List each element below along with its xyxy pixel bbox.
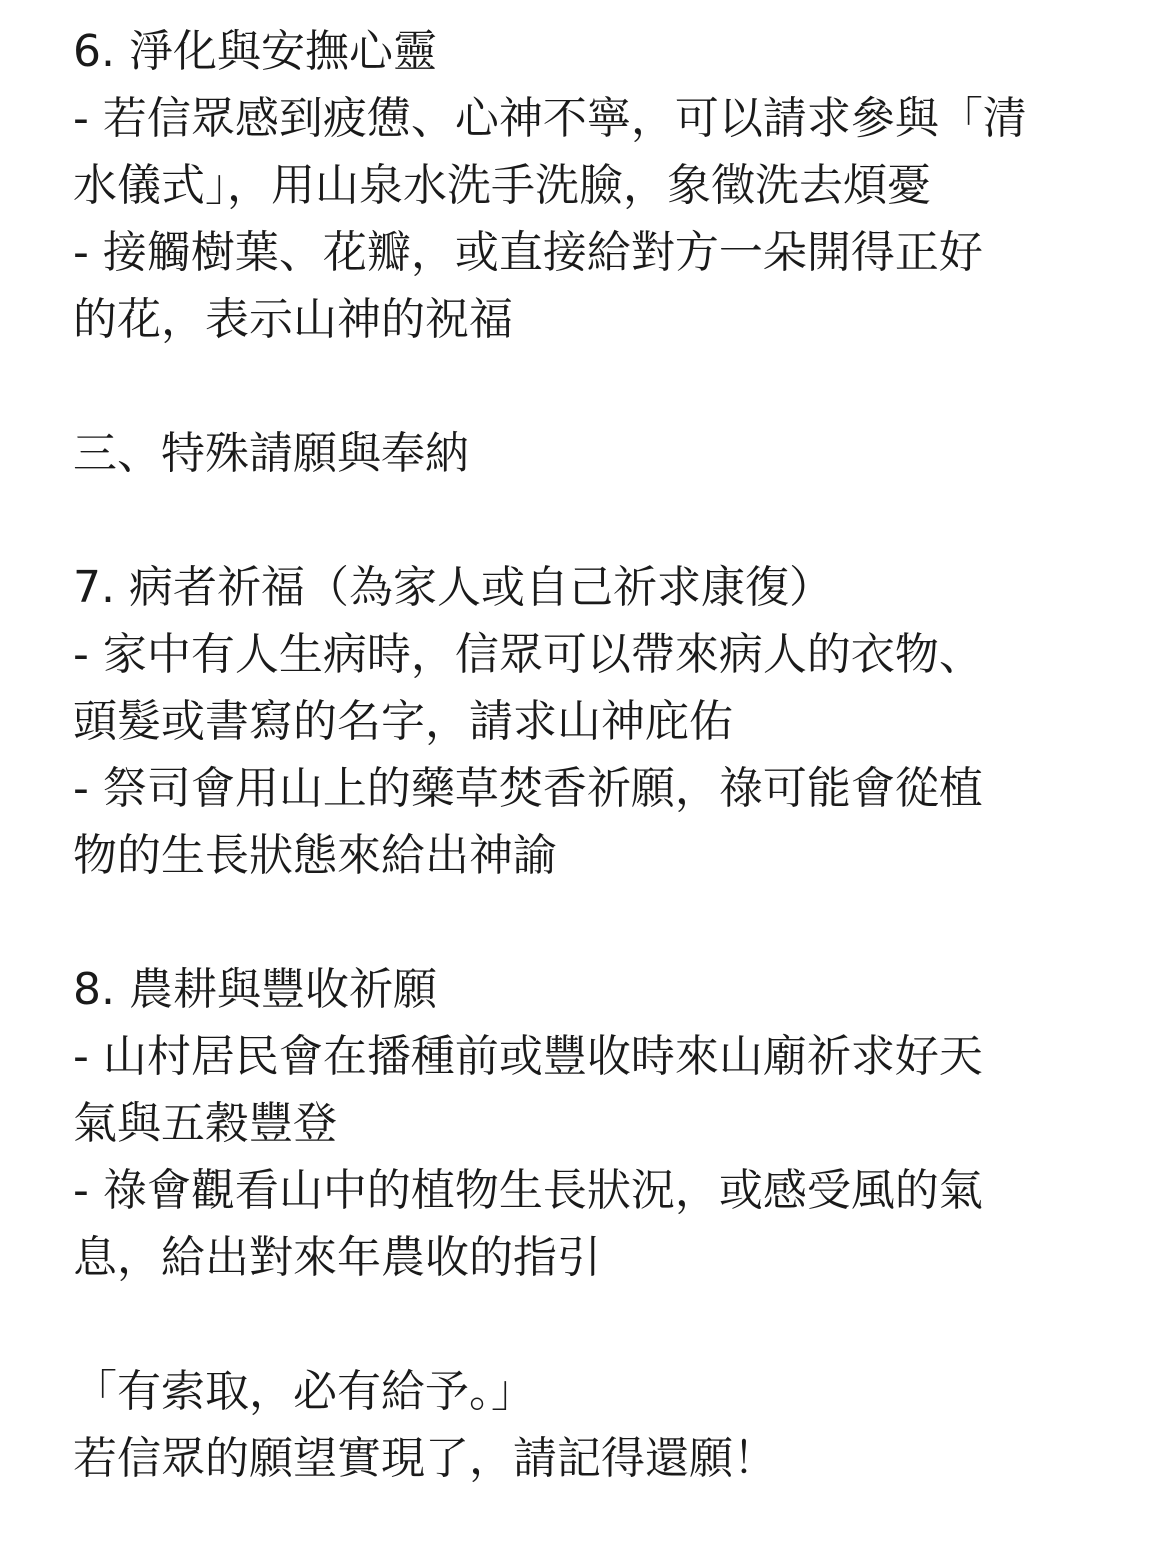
quote-line: 「有索取，必有給予。」 <box>73 1366 535 1417</box>
paragraph-gap <box>73 1291 1093 1358</box>
section-closing <box>73 1358 1093 1492</box>
text-line: 物的生長狀態來給出神諭 <box>73 830 557 881</box>
text-line: - 山村居民會在播種前或豐收時來山廟祈求好天 <box>73 1031 983 1082</box>
document-body <box>73 18 1093 1492</box>
text-line: 息，給出對來年農收的指引 <box>73 1232 601 1283</box>
section-heading: 三、特殊請願與奉納 <box>73 428 469 479</box>
text-line: 氣與五穀豐登 <box>73 1098 337 1149</box>
section-harvest-prayer <box>73 956 1093 1291</box>
section-purification <box>73 18 1093 353</box>
text-line: - 接觸樹葉、花瓣，或直接給對方一朵開得正好 <box>73 227 983 278</box>
paragraph-gap <box>73 889 1093 956</box>
item-heading: 6. 淨化與安撫心靈 <box>73 26 437 77</box>
item-heading: 8. 農耕與豐收祈願 <box>73 964 437 1015</box>
paragraph-gap <box>73 487 1093 554</box>
text-line: 頭髮或書寫的名字，請求山神庇佑 <box>73 696 733 747</box>
text-line: 水儀式」，用山泉水洗手洗臉，象徵洗去煩憂 <box>73 160 931 211</box>
section-heading-block <box>73 420 1093 487</box>
text-line: 的花，表示山神的祝福 <box>73 294 513 345</box>
paragraph-gap <box>73 353 1093 420</box>
text-line: - 祿會觀看山中的植物生長狀況，或感受風的氣 <box>73 1165 983 1216</box>
text-line: - 家中有人生病時，信眾可以帶來病人的衣物、 <box>73 629 983 680</box>
text-line: - 祭司會用山上的藥草焚香祈願，祿可能會從植 <box>73 763 983 814</box>
text-line: 若信眾的願望實現了，請記得還願！ <box>73 1433 777 1484</box>
section-healing-prayer <box>73 554 1093 889</box>
text-line: - 若信眾感到疲憊、心神不寧，可以請求參與「清 <box>73 93 1027 144</box>
item-heading: 7. 病者祈福（為家人或自己祈求康復） <box>73 562 833 613</box>
